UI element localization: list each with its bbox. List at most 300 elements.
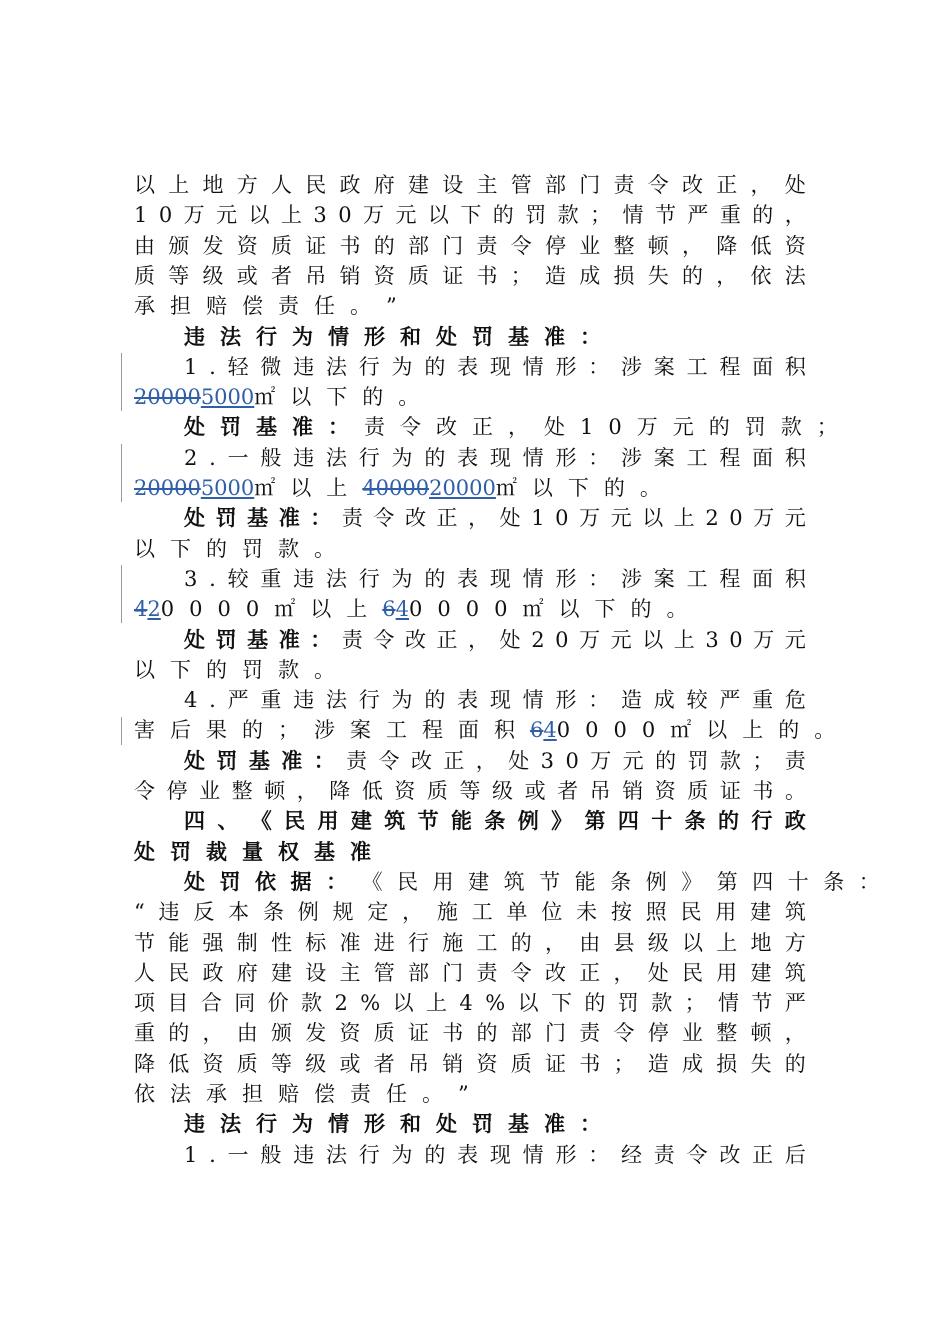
- text-run: 令: [378, 748, 400, 773]
- text-run: 建: [750, 960, 772, 985]
- text-run: 万: [183, 203, 205, 228]
- text-run: 资: [476, 1051, 498, 1076]
- text-run: 发: [202, 233, 224, 258]
- text-run: ，: [468, 627, 490, 652]
- bold-heading: 法: [220, 323, 241, 349]
- text-run: 未: [576, 900, 598, 925]
- text-run: 违: [293, 354, 315, 379]
- text-run: 1: [184, 1142, 198, 1167]
- text-run: 般: [260, 445, 282, 470]
- text-run: 现: [489, 445, 511, 470]
- text-run: ，: [750, 173, 772, 197]
- text-run: 管: [373, 960, 395, 985]
- text-run: 依: [750, 263, 772, 288]
- deleted-text: 40000: [362, 476, 430, 500]
- text-run: 法: [784, 263, 806, 288]
- text-run: 项: [134, 991, 155, 1016]
- text-run: 书: [476, 263, 498, 288]
- text-run: 证: [545, 1051, 566, 1076]
- text-run: 的: [492, 203, 514, 228]
- text-run: 3: [705, 627, 719, 652]
- text-run: 或: [524, 779, 546, 803]
- text-line: [134, 473, 806, 503]
- text-run: 处: [508, 748, 530, 773]
- text-run: 偿: [242, 294, 263, 319]
- bold-heading: 民: [284, 808, 306, 834]
- text-run: 危: [784, 688, 806, 713]
- text-run: 资: [784, 233, 806, 258]
- text-run: 。: [666, 597, 688, 622]
- text-run: ；: [590, 203, 612, 228]
- text-run: 款: [278, 657, 299, 682]
- bold-heading: 违: [184, 323, 205, 349]
- text-run: 涉: [314, 718, 335, 743]
- text-run: 后: [784, 1142, 806, 1167]
- text-run: 元: [216, 203, 238, 228]
- text-run: 停: [545, 233, 566, 258]
- bold-heading: 基: [247, 626, 269, 652]
- text-run: 处: [544, 415, 565, 440]
- text-run: 轻: [227, 354, 249, 379]
- text-run: 资: [394, 779, 416, 803]
- bold-heading: ：: [326, 868, 348, 894]
- text-run: 资: [654, 779, 676, 803]
- inserted-text: 5000: [200, 476, 255, 500]
- text-run: 或: [339, 1051, 361, 1076]
- text-run: 一: [227, 445, 249, 470]
- text-run: 2: [705, 506, 719, 531]
- text-run: 经: [621, 1142, 642, 1167]
- text-run: 强: [202, 930, 224, 955]
- text-run: 万: [636, 415, 658, 440]
- text-run: 重: [260, 688, 282, 713]
- bold-heading: 罚: [220, 414, 241, 440]
- text-run: 形: [555, 566, 577, 591]
- text-run: 民: [680, 900, 702, 925]
- text-run: 责: [653, 1142, 675, 1167]
- text-line: [184, 564, 806, 594]
- text-run: 由: [134, 233, 155, 258]
- text-line: [134, 958, 806, 988]
- text-run: 门: [442, 960, 464, 985]
- text-run: 上: [326, 476, 348, 500]
- text-run: 0: [158, 203, 173, 228]
- text-run: 位: [541, 900, 563, 925]
- text-run: 后: [170, 718, 191, 743]
- text-run: 以: [642, 506, 664, 531]
- text-run: 为: [391, 688, 413, 713]
- text-run: 的: [603, 476, 625, 500]
- text-run: 整: [231, 779, 253, 803]
- text-run: 吊: [589, 779, 611, 803]
- text-run: 损: [613, 263, 635, 288]
- bold-heading: 四: [617, 808, 639, 834]
- text-run: 承: [134, 294, 155, 319]
- text-run: 处: [647, 960, 669, 985]
- text-run: 的: [206, 536, 227, 561]
- text-run: 质: [687, 779, 709, 803]
- text-run: 2: [184, 445, 198, 470]
- text-run: 的: [630, 597, 652, 622]
- text-run: 行: [358, 566, 380, 591]
- text-run: 现: [489, 354, 511, 379]
- text-run: 成: [653, 688, 675, 713]
- text-run: 按: [610, 900, 632, 925]
- text-run: 0: [245, 597, 260, 622]
- text-run: 整: [613, 233, 635, 258]
- text-run: 程: [422, 718, 443, 743]
- text-run: 改: [545, 960, 566, 985]
- text-run: 款: [719, 748, 741, 773]
- text-run: 严: [687, 203, 709, 228]
- text-run: 责: [346, 748, 368, 773]
- text-line: [134, 655, 806, 685]
- text-run: 行: [358, 445, 380, 470]
- text-run: 元: [672, 415, 694, 440]
- bold-heading: 为: [292, 1111, 313, 1137]
- bold-heading: 条: [484, 808, 506, 834]
- inserted-text: 2: [147, 597, 161, 622]
- text-run: 质: [134, 263, 155, 288]
- text-run: 为: [391, 1142, 413, 1167]
- text-run: 设: [305, 960, 327, 985]
- text-run: ，: [402, 900, 424, 925]
- bold-heading: ：: [310, 626, 332, 652]
- text-run: 1: [531, 506, 545, 531]
- text-run: 下: [326, 385, 348, 410]
- bold-heading: 量: [242, 838, 263, 864]
- bold-heading: 处: [436, 323, 457, 349]
- text-run: 施: [442, 930, 464, 955]
- bold-heading: 准: [281, 747, 303, 773]
- text-run: 违: [293, 445, 315, 470]
- text-run: 担: [242, 1082, 263, 1106]
- text-run: 4: [459, 991, 473, 1016]
- text-run: 低: [361, 779, 383, 803]
- text-run: ，: [784, 1021, 806, 1046]
- text-run: .: [209, 354, 216, 379]
- text-run: 款: [278, 536, 299, 561]
- text-run: 程: [719, 445, 741, 470]
- text-run: 停: [166, 779, 188, 803]
- text-run: 。: [398, 385, 420, 410]
- text-run: 以: [642, 627, 664, 652]
- text-run: 程: [719, 566, 741, 591]
- text-run: 法: [325, 354, 347, 379]
- text-run: 。: [814, 718, 836, 743]
- text-run: 以: [310, 597, 332, 622]
- text-run: 以: [290, 476, 312, 500]
- text-run: 造: [545, 263, 566, 288]
- text-run: 规: [332, 900, 354, 925]
- text-run: 的: [708, 415, 730, 440]
- text-run: 果: [206, 718, 227, 743]
- text-run: 颁: [271, 1021, 292, 1046]
- text-run: 情: [718, 991, 739, 1016]
- text-run: ；: [613, 1051, 635, 1076]
- text-run: 现: [489, 688, 511, 713]
- revision-bar: [121, 717, 122, 745]
- text-run: ㎡: [254, 476, 276, 500]
- text-run: 主: [476, 173, 498, 197]
- text-run: 担: [170, 294, 191, 319]
- text-run: 积: [784, 445, 806, 470]
- text-run: 违: [293, 688, 315, 713]
- text-run: 上: [346, 597, 368, 622]
- text-run: 下: [594, 597, 616, 622]
- text-run: .: [209, 445, 216, 470]
- bold-heading: 准: [278, 505, 300, 531]
- text-run: 令: [373, 627, 395, 652]
- bold-heading: 筑: [384, 808, 406, 834]
- text-run: 涉: [621, 445, 642, 470]
- text-run: 。: [784, 779, 806, 803]
- text-run: 。: [639, 476, 661, 500]
- text-run: 元: [395, 203, 417, 228]
- text-run: 法: [325, 445, 347, 470]
- bold-heading: 基: [247, 505, 269, 531]
- text-run: 建: [750, 900, 772, 925]
- text-line: [134, 928, 806, 958]
- text-run: 能: [574, 869, 596, 894]
- text-run: 。: [422, 1082, 443, 1106]
- text-run: 涉: [621, 354, 642, 379]
- text-line: [134, 988, 806, 1018]
- text-run: ；: [278, 718, 299, 743]
- bold-heading: 建: [350, 808, 372, 834]
- text-run: 》: [681, 869, 703, 894]
- text-run: 顿: [264, 779, 286, 803]
- bold-heading: ：: [313, 747, 335, 773]
- text-run: 0: [555, 506, 569, 531]
- bold-heading: 》: [551, 808, 573, 834]
- text-run: ”: [386, 294, 397, 319]
- inserted-text: 4: [395, 597, 409, 622]
- text-run: 反: [193, 900, 215, 925]
- text-run: 以: [427, 203, 449, 228]
- text-run: 较: [686, 688, 708, 713]
- text-line: [184, 867, 880, 897]
- text-run: 四: [752, 869, 774, 894]
- text-run: 的: [373, 233, 395, 258]
- bold-heading: 条: [684, 808, 706, 834]
- text-run: 单: [506, 900, 528, 925]
- text-run: 令: [373, 506, 395, 531]
- text-run: 重: [752, 688, 774, 713]
- bold-heading: 四: [184, 808, 205, 834]
- text-run: 重: [134, 1021, 155, 1046]
- text-run: 般: [260, 1142, 282, 1167]
- deleted-text: 4: [134, 597, 148, 622]
- text-line: [184, 412, 838, 442]
- text-line: [134, 534, 806, 564]
- text-run: 的: [510, 930, 532, 955]
- text-run: 0: [608, 415, 622, 440]
- text-line: [184, 352, 806, 382]
- text-run: 由: [236, 1021, 258, 1046]
- bold-heading: 政: [784, 808, 806, 834]
- text-run: 销: [339, 263, 361, 288]
- text-run: 顿: [647, 233, 669, 258]
- text-run: 任: [386, 1082, 407, 1106]
- text-run: 建: [468, 869, 490, 894]
- text-run: 上: [742, 718, 764, 743]
- bold-heading: 基: [256, 414, 277, 440]
- text-run: 3: [313, 203, 327, 228]
- text-run: 。: [350, 294, 371, 319]
- text-run: 罚: [242, 536, 263, 561]
- text-run: 下: [460, 203, 482, 228]
- text-run: ：: [858, 869, 880, 894]
- text-run: 正: [752, 1142, 774, 1167]
- text-run: 重: [260, 566, 282, 591]
- text-run: 节: [654, 203, 676, 228]
- text-run: 用: [715, 900, 737, 925]
- text-run: 责: [341, 506, 363, 531]
- text-run: 降: [329, 779, 351, 803]
- bold-heading: 用: [317, 808, 339, 834]
- text-run: ：: [588, 354, 610, 379]
- text-line: [134, 776, 806, 806]
- text-run: 民: [682, 960, 703, 985]
- text-run: 府: [236, 960, 258, 985]
- text-run: 形: [555, 1142, 577, 1167]
- text-run: ，: [202, 1021, 224, 1046]
- text-line: [184, 746, 806, 776]
- text-run: 表: [457, 1142, 479, 1167]
- text-run: 案: [653, 566, 675, 591]
- text-run: 责: [278, 294, 299, 319]
- text-run: 面: [752, 445, 774, 470]
- text-run: ：: [588, 1142, 610, 1167]
- text-run: 书: [442, 1021, 464, 1046]
- text-run: 万: [579, 627, 601, 652]
- bold-heading: 形: [364, 323, 385, 349]
- bold-heading: 行: [256, 1111, 277, 1137]
- text-run: 工: [686, 354, 708, 379]
- text-run: 发: [305, 1021, 327, 1046]
- bold-heading: 罚: [472, 1111, 493, 1137]
- text-line: [134, 897, 806, 927]
- text-run: 标: [305, 930, 327, 955]
- text-run: 业: [682, 1021, 703, 1046]
- text-run: 改: [436, 415, 457, 440]
- text-run: 责: [476, 233, 498, 258]
- text-run: 本: [228, 900, 250, 925]
- text-run: 正: [716, 173, 738, 197]
- text-run: 款: [301, 991, 323, 1016]
- text-run: 合: [200, 991, 222, 1016]
- text-run: “: [134, 900, 145, 925]
- bold-heading: 罚: [472, 323, 493, 349]
- text-run: 情: [522, 688, 544, 713]
- text-run: 资: [202, 1051, 224, 1076]
- text-run: 程: [719, 354, 741, 379]
- bold-heading: 依: [255, 868, 277, 894]
- text-run: 性: [271, 930, 292, 955]
- text-run: 偿: [314, 1082, 335, 1106]
- bold-heading: 为: [292, 323, 313, 349]
- bold-heading: 处: [184, 414, 205, 440]
- text-run: 级: [305, 1051, 327, 1076]
- text-run: 门: [545, 1021, 566, 1046]
- text-run: 罚: [617, 991, 639, 1016]
- text-run: ，: [682, 233, 703, 258]
- text-run: 0: [565, 748, 579, 773]
- text-run: 表: [457, 566, 479, 591]
- text-run: 销: [442, 1051, 464, 1076]
- text-run: 令: [510, 960, 532, 985]
- text-run: 情: [522, 1142, 544, 1167]
- bold-heading: ：: [310, 505, 332, 531]
- text-run: 0: [729, 627, 743, 652]
- text-run: 的: [424, 354, 446, 379]
- text-run: 0: [494, 597, 508, 622]
- text-line: [134, 170, 806, 200]
- text-run: 。: [314, 657, 335, 682]
- text-run: 者: [373, 1051, 395, 1076]
- text-run: 正: [436, 627, 458, 652]
- text-run: 款: [557, 203, 579, 228]
- text-run: 销: [622, 779, 644, 803]
- text-run: 微: [260, 354, 282, 379]
- text-run: 目: [167, 991, 189, 1016]
- text-run: 损: [716, 1051, 738, 1076]
- text-run: 现: [489, 1142, 511, 1167]
- text-run: 案: [350, 718, 371, 743]
- text-run: 的: [584, 991, 606, 1016]
- text-run: 以: [290, 385, 312, 410]
- text-run: 造: [647, 1051, 669, 1076]
- text-run: 万: [753, 627, 775, 652]
- text-run: 正: [436, 506, 458, 531]
- text-run: 工: [686, 445, 708, 470]
- text-run: ，: [613, 960, 635, 985]
- bold-heading: 能: [451, 808, 472, 834]
- text-run: 的: [424, 566, 446, 591]
- text-run: 1: [580, 415, 594, 440]
- text-run: 责: [350, 1082, 371, 1106]
- text-run: 0: [641, 718, 656, 743]
- text-run: 价: [267, 991, 289, 1016]
- text-run: 2: [334, 991, 348, 1016]
- text-run: 由: [579, 930, 601, 955]
- text-run: 2: [531, 627, 545, 652]
- text-run: 责: [476, 960, 498, 985]
- text-run: 3: [184, 566, 198, 591]
- inserted-text: 4: [543, 718, 557, 743]
- text-run: 工: [476, 930, 498, 955]
- text-run: 上: [168, 173, 190, 197]
- text-run: 能: [168, 930, 190, 955]
- text-run: 违: [158, 900, 180, 925]
- text-run: 款: [780, 415, 802, 440]
- text-line: [134, 594, 806, 624]
- text-line: [134, 1079, 806, 1109]
- text-run: ，: [296, 779, 318, 803]
- text-line: [184, 1109, 806, 1139]
- text-line: [134, 261, 806, 291]
- text-run: 表: [457, 354, 479, 379]
- text-run: ：: [588, 566, 610, 591]
- text-run: 民: [305, 173, 327, 197]
- text-run: 证: [719, 779, 741, 803]
- text-run: 0: [613, 718, 627, 743]
- text-run: 令: [647, 173, 669, 197]
- text-run: 面: [752, 354, 774, 379]
- text-run: 任: [314, 294, 335, 319]
- text-run: 以: [392, 991, 414, 1016]
